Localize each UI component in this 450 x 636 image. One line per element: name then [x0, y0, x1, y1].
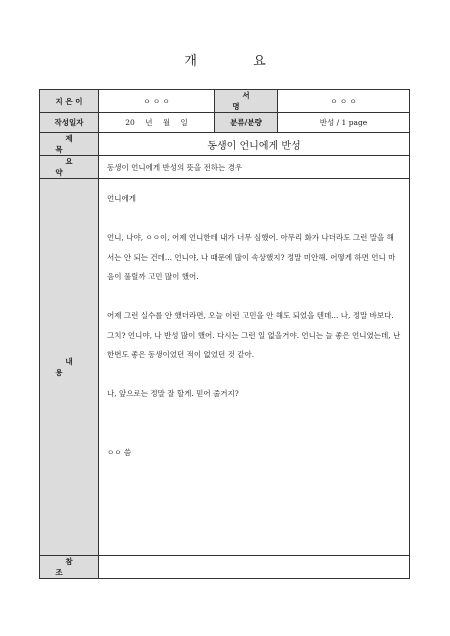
category-label: 분류/분량 [215, 113, 278, 133]
content-label [40, 179, 99, 556]
page-title: 개 요 [184, 54, 292, 69]
signature-value: ㅇ ㅇ ㅇ [278, 90, 410, 113]
date-month: 월 [162, 118, 171, 127]
content-body [99, 179, 410, 556]
reference-value [99, 556, 410, 579]
content-paragraph-3: 나, 앞으로는 정말 잘 할게. 믿어 줄거지? [107, 389, 239, 398]
reference-label [40, 556, 99, 579]
category-value: 반성 / 1 page [278, 113, 410, 133]
signature-label-text: 서 명 [232, 91, 270, 111]
content-greeting: 언니에게 [107, 194, 136, 203]
overview-form [39, 89, 410, 579]
content-closing: ㅇㅇ 씀 [107, 447, 132, 457]
date-prefix: 20 [125, 118, 135, 127]
date-day: 일 [180, 118, 188, 127]
content-paragraph-2: 어제 그런 실수를 안 했더라면, 오늘 이런 고민을 안 해도 되었을 텐데... 나, 정말 바보다. 그치? 언니야, 나 반성 많이 했어. 다시는 그런 일 없을거야. 언니는 늘 좋은 언니였는데, 난 한번도 좋은 동생이었던 적이 없었던 것 같아. [107, 311, 401, 359]
reference-label-text: 참 조 [55, 557, 93, 577]
date-value [99, 113, 215, 133]
content-label-text: 내 용 [55, 357, 93, 377]
subject-label [40, 133, 99, 156]
subject-label-text: 제 목 [55, 134, 93, 154]
signature-label [215, 90, 278, 113]
content-paragraph-1: 언니, 나야, ㅇㅇ이, 어제 언니한테 내가 너무 심했어. 아무리 화가 나더라도 그런 말을 해서는 안 되는 건데... 언니야, 나 때문에 많이 속상했지? 정말 미안해. 어떻게 하면 언니 마음이 풀릴까 고민 많이 했어. [107, 233, 396, 281]
date-label: 작성일자 [40, 113, 99, 133]
author-label: 지 은 이 [40, 90, 99, 113]
summary-label-text: 요 약 [55, 157, 93, 177]
summary-label [40, 156, 99, 179]
author-value: ㅇ ㅇ ㅇ [99, 90, 215, 113]
summary-value: 동생이 언니에게 반성의 뜻을 전하는 경우 [99, 156, 410, 179]
date-year: 년 [145, 118, 153, 127]
subject-value: 동생이 언니에게 반성 [99, 133, 410, 156]
